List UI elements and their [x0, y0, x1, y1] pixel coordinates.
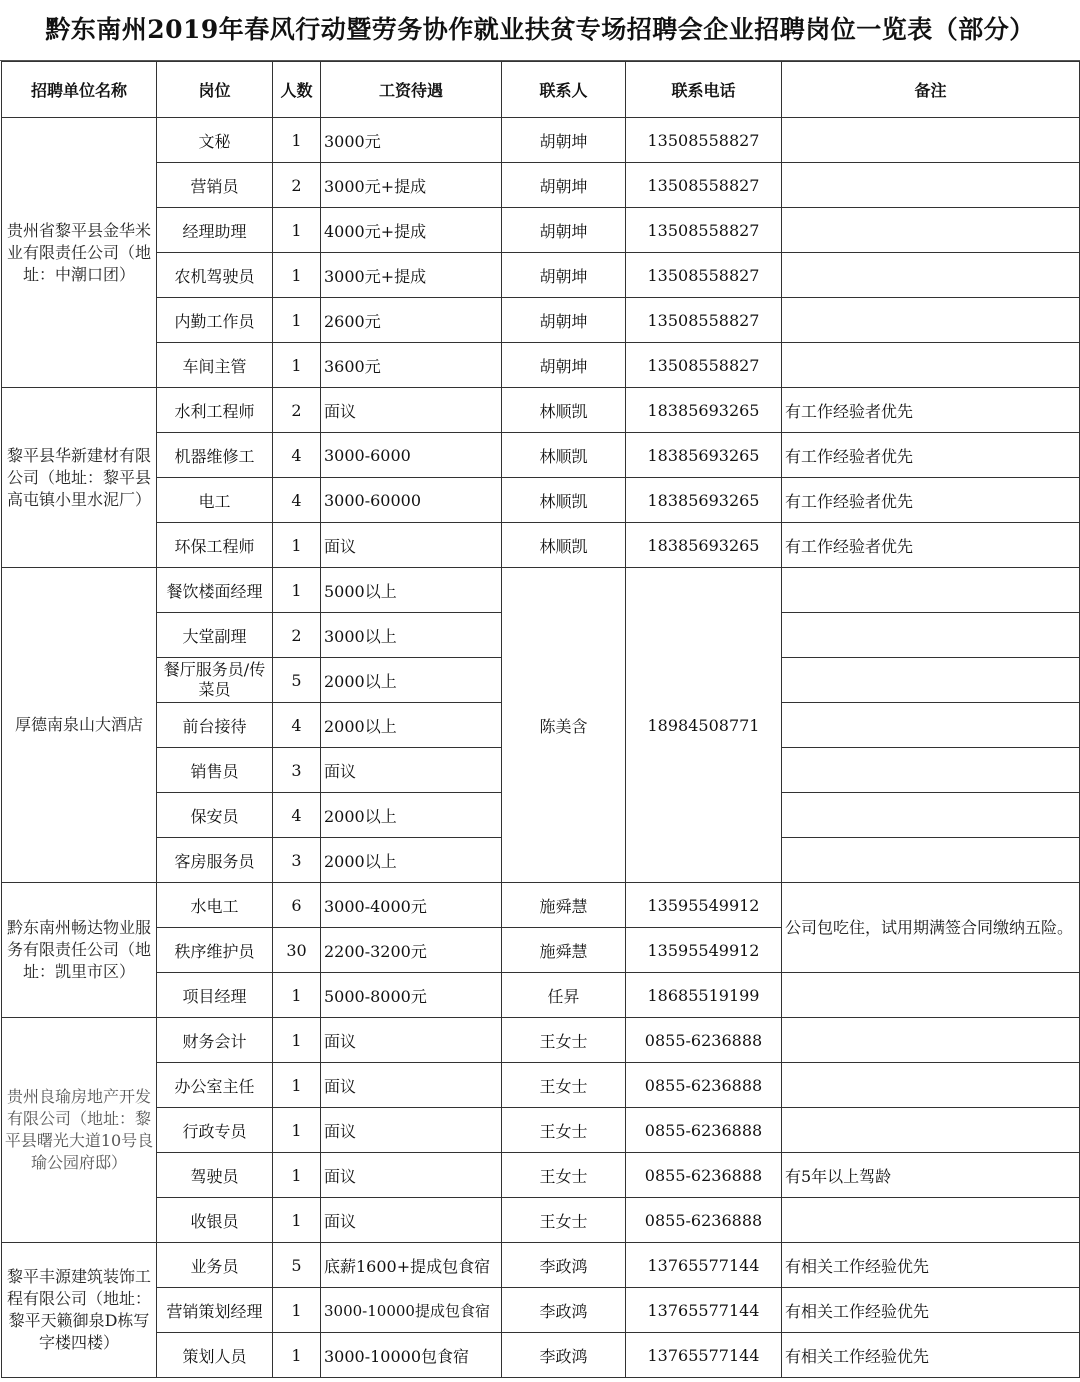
- contact-cell: 王女士: [502, 1018, 626, 1063]
- contact-cell: 林顺凯: [502, 433, 626, 478]
- salary-cell: 2600元: [321, 298, 502, 343]
- salary-cell: 底薪1600+提成包食宿: [321, 1243, 502, 1288]
- contact-cell: 李政鸿: [502, 1243, 626, 1288]
- salary-cell: 3600元: [321, 343, 502, 388]
- note-cell: [782, 298, 1080, 343]
- phone-cell: 18385693265: [626, 433, 782, 478]
- salary-cell: 2000以上: [321, 703, 502, 748]
- position-cell: 大堂副理: [157, 613, 273, 658]
- count-cell: 1: [273, 523, 321, 568]
- count-cell: 1: [273, 208, 321, 253]
- note-cell: [782, 208, 1080, 253]
- count-cell: 1: [273, 1063, 321, 1108]
- note-cell: 有工作经验者优先: [782, 388, 1080, 433]
- position-cell: 办公室主任: [157, 1063, 273, 1108]
- position-cell: 水电工: [157, 883, 273, 928]
- salary-cell: 3000元: [321, 118, 502, 163]
- contact-cell: 施舜慧: [502, 883, 626, 928]
- table-row: [2, 163, 1080, 208]
- count-cell: 4: [273, 703, 321, 748]
- table-row: [2, 118, 1080, 163]
- company-name: 贵州良瑜房地产开发有限公司（地址：黎平县曙光大道10号良瑜公园府邸）: [2, 1018, 157, 1243]
- phone-cell: 13508558827: [626, 298, 782, 343]
- phone-cell: 13508558827: [626, 253, 782, 298]
- position-cell: 车间主管: [157, 343, 273, 388]
- table-row: [2, 523, 1080, 568]
- phone-cell: 0855-6236888: [626, 1018, 782, 1063]
- salary-cell: 2000以上: [321, 793, 502, 838]
- company-name: 黔东南州畅达物业服务有限责任公司（地址：凯里市区）: [2, 883, 157, 1018]
- contact-cell: 王女士: [502, 1108, 626, 1153]
- count-cell: 1: [273, 298, 321, 343]
- salary-cell: 面议: [321, 1063, 502, 1108]
- count-cell: 3: [273, 748, 321, 793]
- position-cell: 机器维修工: [157, 433, 273, 478]
- table-row: [2, 883, 1080, 928]
- table-row: [2, 433, 1080, 478]
- note-cell: [782, 1108, 1080, 1153]
- salary-cell: 3000以上: [321, 613, 502, 658]
- phone-cell: 0855-6236888: [626, 1108, 782, 1153]
- table-row: [2, 1333, 1080, 1378]
- note-cell: [782, 703, 1080, 748]
- contact-cell: 林顺凯: [502, 388, 626, 433]
- note-cell: [782, 1063, 1080, 1108]
- page-title: 黔东南州2019年春风行动暨劳务协作就业扶贫专场招聘会企业招聘岗位一览表（部分）: [0, 0, 1080, 61]
- contact-cell: 胡朝坤: [502, 253, 626, 298]
- position-cell: 营销员: [157, 163, 273, 208]
- position-cell: 行政专员: [157, 1108, 273, 1153]
- job-table: [1, 61, 1080, 1378]
- salary-cell: 面议: [321, 1018, 502, 1063]
- position-cell: 农机驾驶员: [157, 253, 273, 298]
- count-cell: 2: [273, 163, 321, 208]
- note-cell: [782, 163, 1080, 208]
- note-cell: [782, 838, 1080, 883]
- header-company: 招聘单位名称: [2, 62, 157, 118]
- salary-cell: 面议: [321, 388, 502, 433]
- header-note: 备注: [782, 62, 1080, 118]
- count-cell: 1: [273, 1018, 321, 1063]
- phone-cell: 13765577144: [626, 1333, 782, 1378]
- position-cell: 策划人员: [157, 1333, 273, 1378]
- position-cell: 秩序维护员: [157, 928, 273, 973]
- position-cell: 前台接待: [157, 703, 273, 748]
- table-row: [2, 1288, 1080, 1333]
- phone-cell: 13508558827: [626, 208, 782, 253]
- count-cell: 5: [273, 1243, 321, 1288]
- note-cell: [782, 613, 1080, 658]
- position-cell: 业务员: [157, 1243, 273, 1288]
- contact-cell: 任昇: [502, 973, 626, 1018]
- salary-cell: 5000以上: [321, 568, 502, 613]
- header-salary: 工资待遇: [321, 62, 502, 118]
- note-cell: 有相关工作经验优先: [782, 1333, 1080, 1378]
- position-cell: 餐厅服务员/传菜员: [157, 658, 273, 703]
- company-name: 黎平丰源建筑装饰工程有限公司（地址：黎平天籁御泉D栋写字楼四楼）: [2, 1243, 157, 1378]
- count-cell: 4: [273, 478, 321, 523]
- table-row: [2, 478, 1080, 523]
- count-cell: 30: [273, 928, 321, 973]
- table-row: [2, 208, 1080, 253]
- count-cell: 1: [273, 1108, 321, 1153]
- note-cell: 有5年以上驾龄: [782, 1153, 1080, 1198]
- salary-cell: 2000以上: [321, 838, 502, 883]
- salary-cell: 面议: [321, 748, 502, 793]
- table-row: [2, 343, 1080, 388]
- contact-cell: 李政鸿: [502, 1288, 626, 1333]
- count-cell: 1: [273, 973, 321, 1018]
- note-cell: [782, 118, 1080, 163]
- note-cell: 有工作经验者优先: [782, 523, 1080, 568]
- table-row: [2, 1153, 1080, 1198]
- position-cell: 营销策划经理: [157, 1288, 273, 1333]
- note-cell: [782, 253, 1080, 298]
- phone-cell: 18685519199: [626, 973, 782, 1018]
- contact-cell: 王女士: [502, 1063, 626, 1108]
- company-name: 厚德南泉山大酒店: [2, 568, 157, 883]
- contact-cell: 胡朝坤: [502, 163, 626, 208]
- salary-cell: 2000以上: [321, 658, 502, 703]
- table-row: [2, 1243, 1080, 1288]
- phone-cell: 18385693265: [626, 523, 782, 568]
- position-cell: 电工: [157, 478, 273, 523]
- count-cell: 1: [273, 1153, 321, 1198]
- phone-cell: 13595549912: [626, 928, 782, 973]
- position-cell: 销售员: [157, 748, 273, 793]
- phone-cell: 0855-6236888: [626, 1063, 782, 1108]
- contact-cell: 胡朝坤: [502, 208, 626, 253]
- salary-cell: 3000-4000元: [321, 883, 502, 928]
- salary-cell: 2200-3200元: [321, 928, 502, 973]
- salary-cell: 3000-10000包食宿: [321, 1333, 502, 1378]
- note-cell: 有工作经验者优先: [782, 433, 1080, 478]
- note-cell: [782, 658, 1080, 703]
- phone-cell: 18984508771: [626, 568, 782, 883]
- salary-cell: 5000-8000元: [321, 973, 502, 1018]
- table-row: [2, 1018, 1080, 1063]
- note-cell: [782, 748, 1080, 793]
- table-row: [2, 1198, 1080, 1243]
- position-cell: 经理助理: [157, 208, 273, 253]
- salary-cell: 面议: [321, 523, 502, 568]
- position-cell: 项目经理: [157, 973, 273, 1018]
- phone-cell: 13508558827: [626, 118, 782, 163]
- position-cell: 保安员: [157, 793, 273, 838]
- salary-cell: 面议: [321, 1108, 502, 1153]
- note-cell: 有相关工作经验优先: [782, 1288, 1080, 1333]
- table-row: [2, 1108, 1080, 1153]
- table-row: [2, 253, 1080, 298]
- note-cell: [782, 343, 1080, 388]
- note-cell: [782, 1018, 1080, 1063]
- contact-cell: 施舜慧: [502, 928, 626, 973]
- table-row: [2, 1063, 1080, 1108]
- count-cell: 6: [273, 883, 321, 928]
- contact-cell: 林顺凯: [502, 523, 626, 568]
- count-cell: 5: [273, 658, 321, 703]
- position-cell: 客房服务员: [157, 838, 273, 883]
- position-cell: 内勤工作员: [157, 298, 273, 343]
- note-cell: 公司包吃住，试用期满签合同缴纳五险。: [782, 883, 1080, 973]
- count-cell: 1: [273, 1198, 321, 1243]
- count-cell: 1: [273, 1333, 321, 1378]
- phone-cell: 13765577144: [626, 1288, 782, 1333]
- count-cell: 4: [273, 793, 321, 838]
- phone-cell: 13508558827: [626, 343, 782, 388]
- phone-cell: 13508558827: [626, 163, 782, 208]
- contact-cell: 胡朝坤: [502, 343, 626, 388]
- table-header-row: [2, 62, 1080, 118]
- salary-cell: 3000-60000: [321, 478, 502, 523]
- header-phone: 联系电话: [626, 62, 782, 118]
- header-contact: 联系人: [502, 62, 626, 118]
- note-cell: [782, 1198, 1080, 1243]
- table-row: [2, 298, 1080, 343]
- salary-cell: 3000-6000: [321, 433, 502, 478]
- position-cell: 餐饮楼面经理: [157, 568, 273, 613]
- phone-cell: 18385693265: [626, 478, 782, 523]
- phone-cell: 13765577144: [626, 1243, 782, 1288]
- phone-cell: 18385693265: [626, 388, 782, 433]
- header-count: 人数: [273, 62, 321, 118]
- table-row: [2, 973, 1080, 1018]
- count-cell: 1: [273, 568, 321, 613]
- position-cell: 收银员: [157, 1198, 273, 1243]
- phone-cell: 0855-6236888: [626, 1153, 782, 1198]
- company-name: 黎平县华新建材有限公司（地址：黎平县高屯镇小里水泥厂）: [2, 388, 157, 568]
- contact-cell: 王女士: [502, 1153, 626, 1198]
- position-cell: 水利工程师: [157, 388, 273, 433]
- note-cell: [782, 973, 1080, 1018]
- header-position: 岗位: [157, 62, 273, 118]
- count-cell: 4: [273, 433, 321, 478]
- count-cell: 3: [273, 838, 321, 883]
- position-cell: 文秘: [157, 118, 273, 163]
- count-cell: 2: [273, 613, 321, 658]
- note-cell: [782, 568, 1080, 613]
- company-name: 贵州省黎平县金华米业有限责任公司（地址：中潮口团）: [2, 118, 157, 388]
- count-cell: 2: [273, 388, 321, 433]
- salary-cell: 3000元+提成: [321, 253, 502, 298]
- count-cell: 1: [273, 253, 321, 298]
- contact-cell: 陈美含: [502, 568, 626, 883]
- position-cell: 财务会计: [157, 1018, 273, 1063]
- table-row: [2, 388, 1080, 433]
- contact-cell: 胡朝坤: [502, 298, 626, 343]
- phone-cell: 13595549912: [626, 883, 782, 928]
- note-cell: [782, 793, 1080, 838]
- note-cell: 有工作经验者优先: [782, 478, 1080, 523]
- count-cell: 1: [273, 118, 321, 163]
- count-cell: 1: [273, 343, 321, 388]
- salary-cell: 3000元+提成: [321, 163, 502, 208]
- contact-cell: 林顺凯: [502, 478, 626, 523]
- contact-cell: 胡朝坤: [502, 118, 626, 163]
- salary-cell: 面议: [321, 1153, 502, 1198]
- phone-cell: 0855-6236888: [626, 1198, 782, 1243]
- table-row: [2, 568, 1080, 613]
- count-cell: 1: [273, 1288, 321, 1333]
- contact-cell: 李政鸿: [502, 1333, 626, 1378]
- note-cell: 有相关工作经验优先: [782, 1243, 1080, 1288]
- contact-cell: 王女士: [502, 1198, 626, 1243]
- salary-cell: 面议: [321, 1198, 502, 1243]
- salary-cell: 4000元+提成: [321, 208, 502, 253]
- position-cell: 驾驶员: [157, 1153, 273, 1198]
- salary-cell: 3000-10000提成包食宿: [321, 1288, 502, 1333]
- position-cell: 环保工程师: [157, 523, 273, 568]
